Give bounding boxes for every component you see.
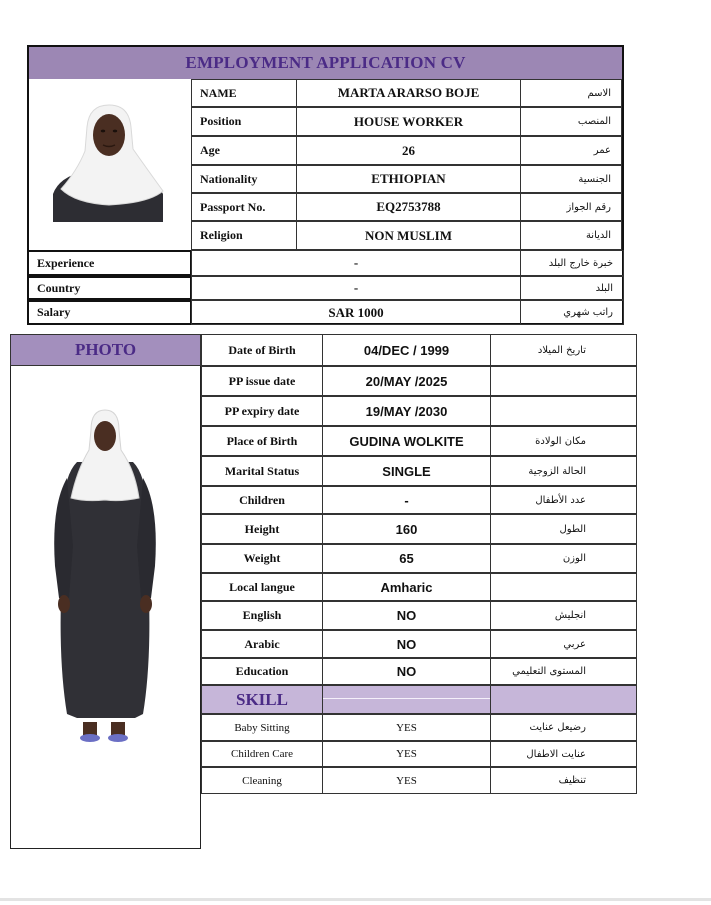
- info-label-arabic: عمر: [520, 136, 622, 165]
- detail-label-arabic: [490, 573, 637, 601]
- skill-header: SKILL: [201, 685, 323, 714]
- info-value: ETHIOPIAN: [296, 165, 521, 193]
- info-label-arabic: المنصب: [520, 107, 622, 136]
- skill-value: YES: [322, 741, 491, 767]
- detail-label-arabic: تاريخ الميلاد: [490, 334, 637, 366]
- info-label: Position: [191, 107, 297, 136]
- experience-label-arabic: خبرة خارج البلد: [520, 250, 624, 276]
- skill-label-arabic: رضيعل عنايت: [490, 714, 637, 741]
- detail-value: GUDINA WOLKITE: [322, 426, 491, 456]
- skill-label: Baby Sitting: [201, 714, 323, 741]
- photo-header: PHOTO: [10, 334, 201, 366]
- info-label: NAME: [191, 79, 297, 107]
- experience-label: Country: [27, 276, 192, 300]
- skill-label: Cleaning: [201, 767, 323, 794]
- info-label-arabic: الاسم: [520, 79, 622, 107]
- detail-label: Date of Birth: [201, 334, 323, 366]
- experience-label: Salary: [27, 300, 192, 325]
- detail-label: Local langue: [201, 573, 323, 601]
- page-bottom-edge: [0, 898, 711, 901]
- detail-label-arabic: الوزن: [490, 544, 637, 573]
- experience-label-arabic: راتب شهري: [520, 300, 624, 325]
- detail-label: Height: [201, 514, 323, 544]
- info-label: Passport No.: [191, 193, 297, 221]
- detail-value: SINGLE: [322, 456, 491, 486]
- detail-label: English: [201, 601, 323, 630]
- detail-value: Amharic: [322, 573, 491, 601]
- info-label: Age: [191, 136, 297, 165]
- skill-header-band-right: [490, 685, 637, 714]
- skill-label-arabic: تنظيف: [490, 767, 637, 794]
- info-label: Religion: [191, 221, 297, 250]
- detail-label: PP issue date: [201, 366, 323, 396]
- detail-value: 65: [322, 544, 491, 573]
- detail-value: NO: [322, 601, 491, 630]
- detail-value: 160: [322, 514, 491, 544]
- skill-header-band: [322, 685, 491, 714]
- detail-label-arabic: مكان الولادة: [490, 426, 637, 456]
- detail-value: 04/DEC / 1999: [322, 334, 491, 366]
- experience-value: -: [191, 276, 521, 300]
- page-title: EMPLOYMENT APPLICATION CV: [29, 47, 622, 79]
- info-label-arabic: الديانة: [520, 221, 622, 250]
- info-label: Nationality: [191, 165, 297, 193]
- info-value: 26: [296, 136, 521, 165]
- detail-label-arabic: المستوى التعليمي: [490, 658, 637, 685]
- skill-label: Children Care: [201, 741, 323, 767]
- detail-label-arabic: الطول: [490, 514, 637, 544]
- info-value: HOUSE WORKER: [296, 107, 521, 136]
- info-label-arabic: رقم الجواز: [520, 193, 622, 221]
- detail-label: Children: [201, 486, 323, 514]
- info-value: MARTA ARARSO BOJE: [296, 79, 521, 107]
- skill-label-arabic: عنايت الاطفال: [490, 741, 637, 767]
- detail-label: PP expiry date: [201, 396, 323, 426]
- detail-label: Marital Status: [201, 456, 323, 486]
- skill-value: YES: [322, 767, 491, 794]
- info-value: NON MUSLIM: [296, 221, 521, 250]
- detail-label-arabic: انجليش: [490, 601, 637, 630]
- detail-value: 20/MAY /2025: [322, 366, 491, 396]
- experience-label-arabic: البلد: [520, 276, 624, 300]
- detail-value: 19/MAY /2030: [322, 396, 491, 426]
- detail-value: NO: [322, 630, 491, 658]
- experience-value: SAR 1000: [191, 300, 521, 325]
- info-value: EQ2753788: [296, 193, 521, 221]
- skill-value: YES: [322, 714, 491, 741]
- detail-label: Education: [201, 658, 323, 685]
- detail-label-arabic: عدد الأطفال: [490, 486, 637, 514]
- experience-label: Experience: [27, 250, 192, 276]
- detail-label: Place of Birth: [201, 426, 323, 456]
- detail-label: Weight: [201, 544, 323, 573]
- experience-value: -: [191, 250, 521, 276]
- skill-header-divider: [323, 698, 490, 699]
- detail-label: Arabic: [201, 630, 323, 658]
- headshot-photo: [29, 79, 191, 250]
- full-body-photo: [11, 366, 200, 848]
- detail-label-arabic: [490, 396, 637, 426]
- info-label-arabic: الجنسية: [520, 165, 622, 193]
- detail-label-arabic: [490, 366, 637, 396]
- detail-label-arabic: الحالة الزوجية: [490, 456, 637, 486]
- detail-value: NO: [322, 658, 491, 685]
- detail-value: -: [322, 486, 491, 514]
- detail-label-arabic: عربي: [490, 630, 637, 658]
